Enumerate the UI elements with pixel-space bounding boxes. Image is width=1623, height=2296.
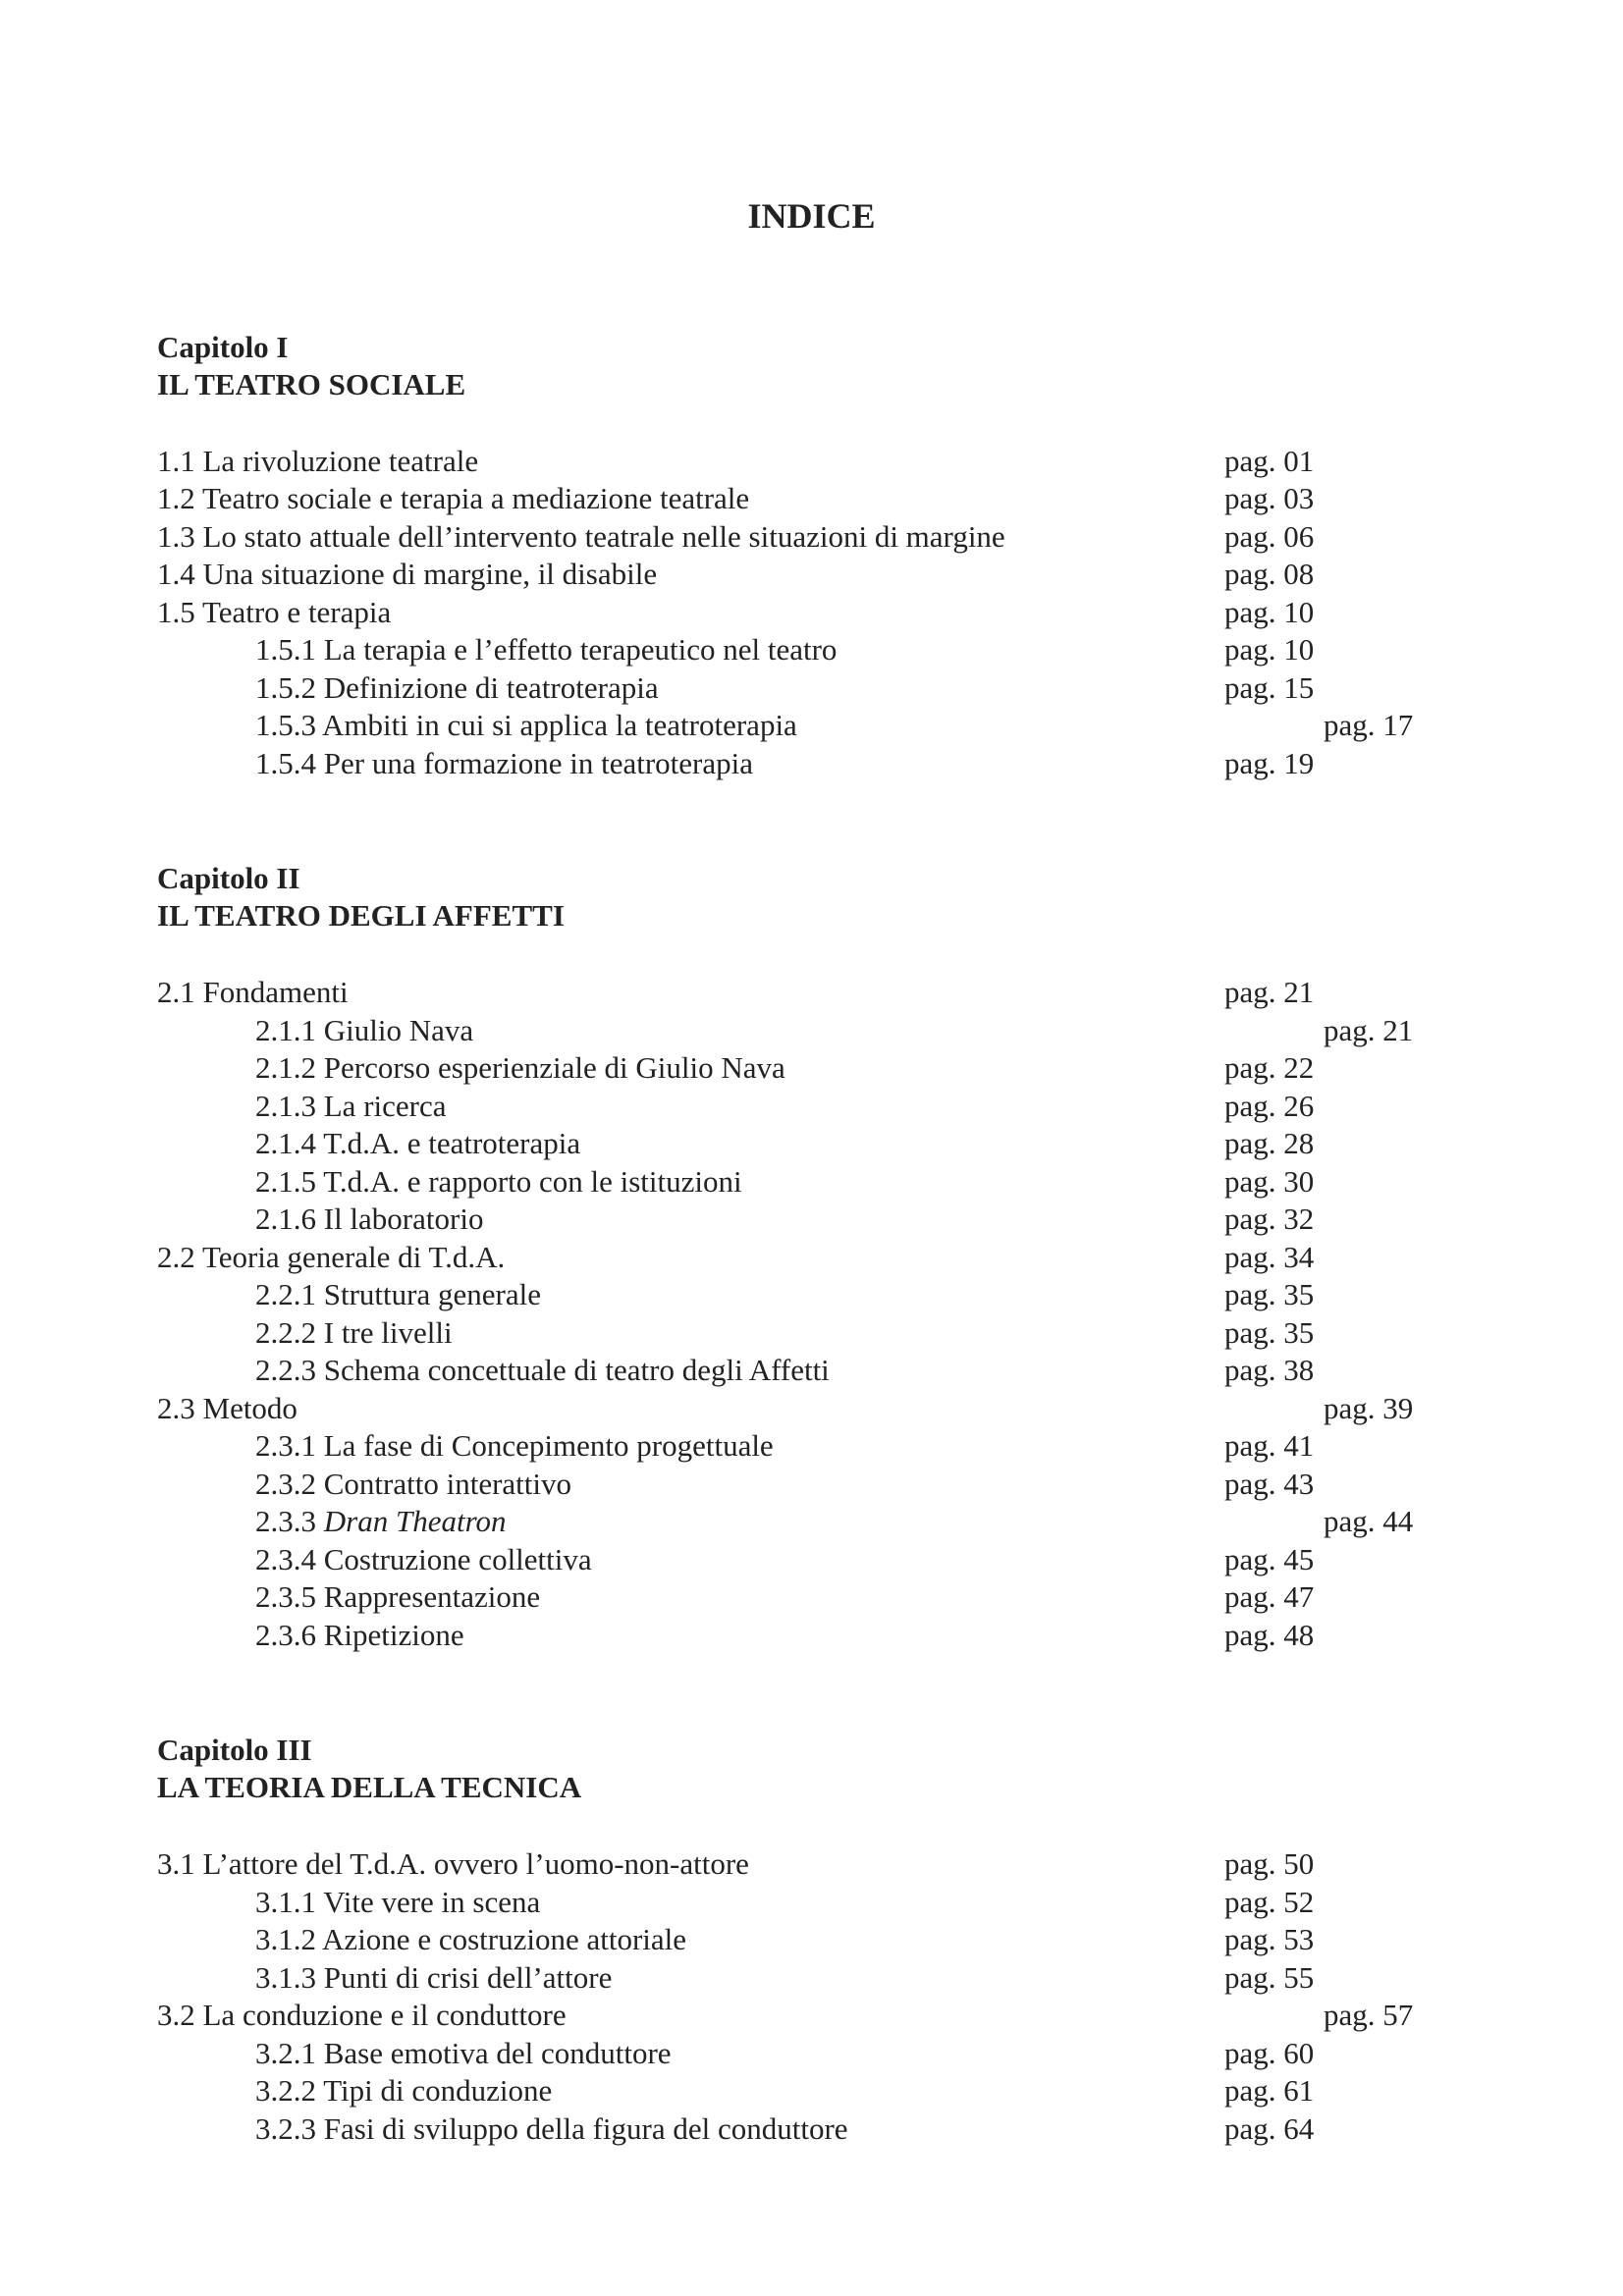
toc-subentry[interactable] [157, 2035, 1434, 2072]
toc-subentry[interactable] [157, 707, 1434, 744]
toc-entry-page: pag. 38 [1224, 1353, 1315, 1387]
toc-entry-title: 2.1.3 La ricerca [255, 1089, 447, 1123]
chapter-title: IL TEATRO DEGLI AFFETTI [157, 898, 565, 933]
toc-subentry[interactable] [157, 1503, 1434, 1540]
toc-entry-title: 2.1.4 T.d.A. e teatroterapia [255, 1126, 581, 1160]
toc-subentry[interactable] [157, 1884, 1434, 1921]
toc-entry-title: 3.1.3 Punti di crisi dell’attore [255, 1960, 613, 1995]
toc-entry-page: pag. 32 [1224, 1201, 1315, 1236]
toc-entry-title: 2.1 Fondamenti [157, 975, 349, 1009]
toc-entry[interactable] [157, 518, 1434, 556]
chapter-label: Capitolo II [157, 861, 300, 895]
toc-subentry[interactable] [157, 1921, 1434, 1958]
toc-entry-title: 1.4 Una situazione di margine, il disabile [157, 557, 658, 591]
toc-entry-title: 2.3.4 Costruzione collettiva [255, 1542, 592, 1576]
chapter-label: Capitolo III [157, 1733, 312, 1767]
toc-entry-page: pag. 35 [1224, 1315, 1315, 1350]
toc-entry-title: 2.2.2 I tre livelli [255, 1315, 453, 1350]
toc-entry-page: pag. 15 [1224, 670, 1315, 705]
toc-entry-title: 2.3 Metodo [157, 1391, 298, 1425]
toc-entry-page: pag. 41 [1224, 1428, 1315, 1463]
toc-entry-page: pag. 53 [1224, 1922, 1315, 1956]
toc-entry-page: pag. 17 [1324, 708, 1414, 742]
toc-entry-page: pag. 10 [1224, 632, 1315, 667]
chapter-title: IL TEATRO SOCIALE [157, 367, 466, 401]
toc-entry-title: 2.3.2 Contratto interattivo [255, 1467, 572, 1501]
toc-entry-page: pag. 43 [1224, 1467, 1315, 1501]
toc-entry-page: pag. 39 [1324, 1391, 1414, 1425]
toc-entry-page: pag. 22 [1224, 1050, 1315, 1085]
toc-entry[interactable] [157, 1239, 1434, 1276]
toc-subentry[interactable] [157, 1125, 1434, 1162]
toc-entry-title: 3.1.1 Vite vere in scena [255, 1885, 541, 1919]
toc-subentry[interactable] [157, 1012, 1434, 1049]
toc-entry-title: 3.1.2 Azione e costruzione attoriale [255, 1922, 687, 1956]
toc-entry-title: 3.2.1 Base emotiva del conduttore [255, 2036, 672, 2070]
toc-entry-title: 1.5 Teatro e terapia [157, 595, 392, 629]
toc-subentry[interactable] [157, 1088, 1434, 1125]
toc-entry-page: pag. 01 [1224, 444, 1315, 478]
toc-entry-title: 1.5.4 Per una formazione in teatroterapia [255, 746, 753, 780]
toc-entry-title: 2.3.6 Ripetizione [255, 1618, 464, 1652]
toc-subentry[interactable] [157, 669, 1434, 707]
toc-entry-title: 2.1.5 T.d.A. e rapporto con le istituzioni [255, 1164, 742, 1199]
toc-entry-page: pag. 45 [1224, 1542, 1315, 1576]
toc-entry[interactable] [157, 480, 1434, 517]
toc-entry-page: pag. 19 [1224, 746, 1315, 780]
toc-subentry[interactable] [157, 1959, 1434, 1997]
toc-entry[interactable] [157, 443, 1434, 480]
toc-entry-page: pag. 57 [1324, 1998, 1414, 2032]
toc-entry-title: 3.2.2 Tipi di conduzione [255, 2073, 553, 2108]
toc-entry-page: pag. 50 [1224, 1846, 1315, 1881]
toc-entry-title: 1.1 La rivoluzione teatrale [157, 444, 479, 478]
toc-entry-title: 2.1.1 Giulio Nava [255, 1013, 474, 1047]
toc-entry-page: pag. 10 [1224, 595, 1315, 629]
chapter-title: LA TEORIA DELLA TECNICA [157, 1770, 582, 1804]
toc-entry-page: pag. 52 [1224, 1885, 1315, 1919]
toc-entry[interactable] [157, 1390, 1434, 1427]
toc-entry-title: 1.5.2 Definizione di teatroterapia [255, 670, 659, 705]
toc-entry-page: pag. 06 [1224, 519, 1315, 554]
toc-entry-page: pag. 61 [1224, 2073, 1315, 2108]
toc-subentry[interactable] [157, 1314, 1434, 1352]
toc-entry-title: 2.2 Teoria generale di T.d.A. [157, 1240, 506, 1274]
toc-entry-title: 2.1.6 Il laboratorio [255, 1201, 484, 1236]
toc-entry-page: pag. 35 [1224, 1277, 1315, 1311]
toc-subentry[interactable] [157, 1427, 1434, 1465]
toc-entry-title: 2.1.2 Percorso esperienziale di Giulio Nava [255, 1050, 785, 1085]
toc-entry-page: pag. 08 [1224, 557, 1315, 591]
toc-entry-page: pag. 60 [1224, 2036, 1315, 2070]
toc-entry-title: 2.3.1 La fase di Concepimento progettuale [255, 1428, 774, 1463]
toc-entry-page: pag. 44 [1324, 1504, 1414, 1538]
toc-subentry[interactable] [157, 1617, 1434, 1654]
toc-subentry[interactable] [157, 1352, 1434, 1389]
toc-entry-page: pag. 03 [1224, 481, 1315, 515]
toc-entry-title: 3.2 La conduzione e il conduttore [157, 1998, 567, 2032]
toc-entry-page: pag. 21 [1224, 975, 1315, 1009]
toc-entry[interactable] [157, 556, 1434, 593]
toc-subentry[interactable] [157, 1578, 1434, 1616]
toc-entry-page: pag. 64 [1224, 2111, 1315, 2146]
toc-entry-page: pag. 34 [1224, 1240, 1315, 1274]
toc-entry-page: pag. 21 [1324, 1013, 1414, 1047]
toc-subentry[interactable] [157, 1541, 1434, 1578]
toc-entry[interactable] [157, 594, 1434, 631]
toc-subentry[interactable] [157, 1201, 1434, 1238]
toc-entry-title: 2.2.3 Schema concettuale di teatro degli Affetti [255, 1353, 830, 1387]
toc-entry-title: 1.5.3 Ambiti in cui si applica la teatroterapia [255, 708, 797, 742]
toc-subentry[interactable] [157, 1276, 1434, 1313]
toc-entry-title: 1.3 Lo stato attuale dell’intervento teatrale nelle situazioni di margine [157, 519, 1005, 554]
toc-entry-title: 2.2.1 Struttura generale [255, 1277, 541, 1311]
toc-subentry[interactable] [157, 1466, 1434, 1503]
toc-entry[interactable] [157, 1997, 1434, 2034]
toc-subentry[interactable] [157, 1163, 1434, 1201]
toc-entry-page: pag. 47 [1224, 1579, 1315, 1614]
toc-subentry[interactable] [157, 2110, 1434, 2148]
chapter-label: Capitolo I [157, 330, 289, 364]
toc-entry-page: pag. 48 [1224, 1618, 1315, 1652]
toc-entry-title: 2.3.5 Rappresentazione [255, 1579, 541, 1614]
toc-entry[interactable] [157, 974, 1434, 1011]
page-title: INDICE [747, 196, 876, 236]
toc-entry-page: pag. 28 [1224, 1126, 1315, 1160]
toc-entry-page: pag. 26 [1224, 1089, 1315, 1123]
toc-entry-title: 2.3.3 Dran Theatron [255, 1504, 507, 1538]
toc-entry-title: 3.1 L’attore del T.d.A. ovvero l’uomo-non-attore [157, 1846, 749, 1881]
toc-subentry[interactable] [157, 631, 1434, 668]
toc-entry-title: 1.5.1 La terapia e l’effetto terapeutico nel teatro [255, 632, 838, 667]
toc-entry-title: 1.2 Teatro sociale e terapia a mediazione teatrale [157, 481, 750, 515]
toc-entry-page: pag. 30 [1224, 1164, 1315, 1199]
toc-entry-title: 3.2.3 Fasi di sviluppo della figura del conduttore [255, 2111, 848, 2146]
toc-subentry[interactable] [157, 1049, 1434, 1087]
toc-subentry[interactable] [157, 745, 1434, 782]
toc-entry[interactable] [157, 1845, 1434, 1883]
toc-entry-page: pag. 55 [1224, 1960, 1315, 1995]
toc-subentry[interactable] [157, 2072, 1434, 2109]
